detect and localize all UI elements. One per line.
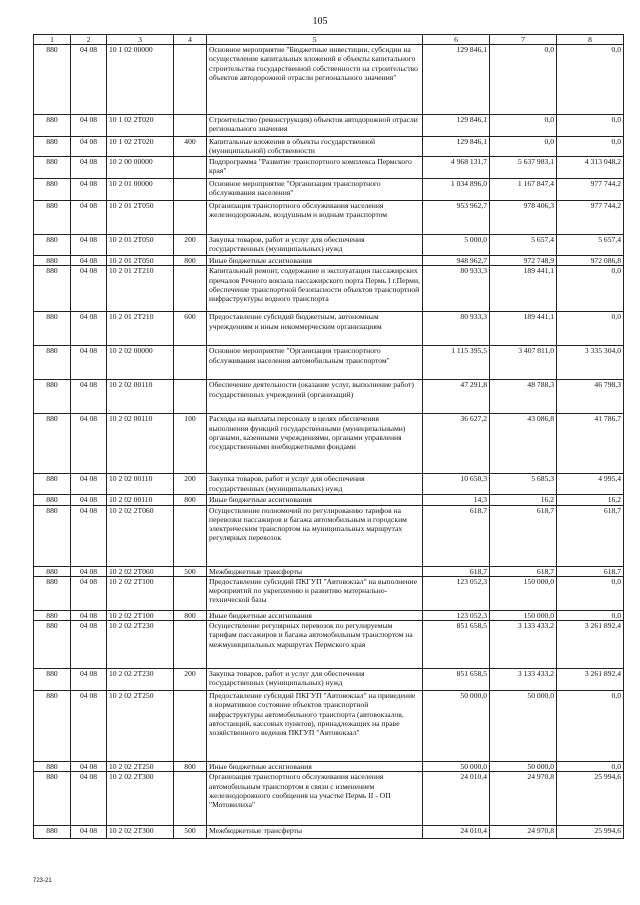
grbs-code: 880	[34, 576, 71, 610]
section-code: 04 08	[71, 266, 107, 312]
target-article-code: 10 2 02 2Т300	[107, 826, 174, 839]
target-article-code: 10 2 02 00110	[107, 414, 174, 474]
target-article-code: 10 2 02 2Т060	[107, 505, 174, 566]
amount-year-3: 0,0	[557, 137, 624, 157]
document-code: 723-21	[33, 878, 52, 884]
amount-year-2: 24 970,8	[490, 772, 557, 826]
column-header: 8	[557, 35, 624, 45]
item-name: Предоставление субсидий ПКГУП "Автовокзал" на выполнение мероприятий по укреплению и развитию материально-технической базы	[207, 576, 423, 610]
amount-year-1: 123 052,3	[423, 576, 490, 610]
amount-year-2: 0,0	[490, 115, 557, 137]
section-code: 04 08	[71, 312, 107, 346]
amount-year-2: 5 637 983,1	[490, 157, 557, 179]
column-header: 2	[71, 35, 107, 45]
amount-year-3: 0,0	[557, 45, 624, 115]
section-code: 04 08	[71, 576, 107, 610]
expense-type-code	[174, 179, 207, 201]
section-code: 04 08	[71, 610, 107, 620]
expense-type-code	[174, 505, 207, 566]
section-code: 04 08	[71, 566, 107, 576]
amount-year-2: 16,2	[490, 495, 557, 505]
table-row	[34, 380, 624, 414]
amount-year-2: 189 441,1	[490, 312, 557, 346]
item-name: Организация транспортного обслуживания населения автомобильным транспортом в связи с изменением железнодорожного сообщения на участке Пермь II - ОП "Мотовилиха"	[207, 772, 423, 826]
grbs-code: 880	[34, 669, 71, 691]
grbs-code: 880	[34, 137, 71, 157]
amount-year-3: 16,2	[557, 495, 624, 505]
table-row	[34, 266, 624, 312]
table-row	[34, 610, 624, 620]
grbs-code: 880	[34, 505, 71, 566]
table-row	[34, 235, 624, 256]
amount-year-3: 25 994,6	[557, 772, 624, 826]
amount-year-2: 0,0	[490, 45, 557, 115]
amount-year-3: 46 798,3	[557, 380, 624, 414]
item-name: Расходы на выплаты персоналу в целях обеспечения выполнения функций государственными (муниципальными) органами, казенными учреждениями, органами управления государственными внебюджетными фондами	[207, 414, 423, 474]
item-name: Иные бюджетные ассигнования	[207, 256, 423, 266]
table-header-row	[34, 35, 624, 45]
amount-year-3: 618,7	[557, 566, 624, 576]
expense-type-code: 500	[174, 826, 207, 839]
amount-year-1: 851 658,5	[423, 669, 490, 691]
amount-year-1: 129 846,1	[423, 45, 490, 115]
amount-year-3: 5 657,4	[557, 235, 624, 256]
grbs-code: 880	[34, 495, 71, 505]
table-row	[34, 312, 624, 346]
grbs-code: 880	[34, 312, 71, 346]
item-name: Предоставление субсидий ПКГУП "Автовокзал" на приведение в нормативное состояние объектов транспортной инфраструктуры автомобильного транспорта (автовокзалов, автостанций, кассовых пунктов), принадлежащих на праве хозяйственного ведения ПКГУП "Автовокзал"	[207, 691, 423, 762]
amount-year-3: 0,0	[557, 266, 624, 312]
target-article-code: 10 2 01 2Т210	[107, 266, 174, 312]
grbs-code: 880	[34, 826, 71, 839]
item-name: Закупка товаров, работ и услуг для обеспечения государственных (муниципальных) нужд	[207, 669, 423, 691]
section-code: 04 08	[71, 346, 107, 380]
table-row	[34, 691, 624, 762]
item-name: Иные бюджетные ассигнования	[207, 495, 423, 505]
table-row	[34, 772, 624, 826]
amount-year-1: 1 115 395,5	[423, 346, 490, 380]
target-article-code: 10 2 01 2Т050	[107, 201, 174, 235]
expense-type-code	[174, 576, 207, 610]
grbs-code: 880	[34, 201, 71, 235]
amount-year-1: 5 000,0	[423, 235, 490, 256]
table-row	[34, 566, 624, 576]
table-row	[34, 576, 624, 610]
amount-year-2: 972 748,9	[490, 256, 557, 266]
amount-year-3: 4 995,4	[557, 474, 624, 495]
expense-type-code: 200	[174, 474, 207, 495]
target-article-code: 10 2 02 00110	[107, 380, 174, 414]
table-row	[34, 621, 624, 669]
grbs-code: 880	[34, 380, 71, 414]
amount-year-1: 618,7	[423, 566, 490, 576]
grbs-code: 880	[34, 346, 71, 380]
budget-table	[33, 34, 624, 839]
amount-year-2: 48 788,3	[490, 380, 557, 414]
amount-year-1: 10 650,3	[423, 474, 490, 495]
item-name: Подпрограмма "Развитие транспортного комплекса Пермского края"	[207, 157, 423, 179]
item-name: Иные бюджетные ассигнования	[207, 610, 423, 620]
target-article-code: 10 2 01 2Т050	[107, 256, 174, 266]
item-name: Межбюджетные трансферты	[207, 826, 423, 839]
amount-year-2: 150 000,0	[490, 576, 557, 610]
item-name: Закупка товаров, работ и услуг для обеспечения государственных (муниципальных) нужд	[207, 474, 423, 495]
amount-year-2: 0,0	[490, 137, 557, 157]
amount-year-3: 977 744,2	[557, 179, 624, 201]
table-row	[34, 115, 624, 137]
target-article-code: 10 2 02 2Т100	[107, 610, 174, 620]
expense-type-code: 100	[174, 414, 207, 474]
item-name: Основное мероприятие "Организация транспортного обслуживания населения"	[207, 179, 423, 201]
amount-year-3: 25 994,6	[557, 826, 624, 839]
target-article-code: 10 2 02 2Т230	[107, 669, 174, 691]
target-article-code: 10 2 00 00000	[107, 157, 174, 179]
expense-type-code	[174, 772, 207, 826]
column-header: 3	[107, 35, 174, 45]
amount-year-2: 618,7	[490, 566, 557, 576]
section-code: 04 08	[71, 505, 107, 566]
amount-year-1: 80 933,3	[423, 312, 490, 346]
item-name: Осуществление полномочий по регулированию тарифов на перевозки пассажиров и багажа автомобильным и городским электрическим транспортом на муниципальных маршрутах регулярных перевозок	[207, 505, 423, 566]
item-name: Организация транспортного обслуживания населения железнодорожным, воздушным и водным транспортом	[207, 201, 423, 235]
grbs-code: 880	[34, 115, 71, 137]
section-code: 04 08	[71, 414, 107, 474]
grbs-code: 880	[34, 474, 71, 495]
table-row	[34, 505, 624, 566]
item-name: Иные бюджетные ассигнования	[207, 762, 423, 772]
expense-type-code	[174, 115, 207, 137]
amount-year-3: 972 086,8	[557, 256, 624, 266]
amount-year-1: 123 052,3	[423, 610, 490, 620]
amount-year-1: 36 627,2	[423, 414, 490, 474]
expense-type-code: 800	[174, 762, 207, 772]
amount-year-2: 5 685,3	[490, 474, 557, 495]
column-header: 6	[423, 35, 490, 45]
section-code: 04 08	[71, 474, 107, 495]
target-article-code: 10 2 02 00110	[107, 495, 174, 505]
amount-year-2: 189 441,1	[490, 266, 557, 312]
column-header: 4	[174, 35, 207, 45]
expense-type-code: 500	[174, 566, 207, 576]
table-row	[34, 826, 624, 839]
section-code: 04 08	[71, 691, 107, 762]
item-name: Капитальные вложения в объекты государственной (муниципальной) собственности	[207, 137, 423, 157]
section-code: 04 08	[71, 201, 107, 235]
column-header: 7	[490, 35, 557, 45]
grbs-code: 880	[34, 691, 71, 762]
item-name: Закупка товаров, работ и услуг для обеспечения государственных (муниципальных) нужд	[207, 235, 423, 256]
amount-year-2: 150 000,0	[490, 610, 557, 620]
grbs-code: 880	[34, 235, 71, 256]
amount-year-1: 1 034 896,0	[423, 179, 490, 201]
grbs-code: 880	[34, 566, 71, 576]
amount-year-3: 3 261 892,4	[557, 669, 624, 691]
amount-year-3: 618,7	[557, 505, 624, 566]
grbs-code: 880	[34, 266, 71, 312]
amount-year-3: 0,0	[557, 610, 624, 620]
target-article-code: 10 1 02 2Т020	[107, 137, 174, 157]
amount-year-3: 0,0	[557, 115, 624, 137]
amount-year-3: 0,0	[557, 312, 624, 346]
expense-type-code: 200	[174, 235, 207, 256]
section-code: 04 08	[71, 380, 107, 414]
section-code: 04 08	[71, 45, 107, 115]
section-code: 04 08	[71, 762, 107, 772]
item-name: Осуществление регулярных перевозок по регулируемым тарифам пассажиров и багажа автомобильным транспортом на межмуниципальных маршрутах Пермского края	[207, 621, 423, 669]
section-code: 04 08	[71, 115, 107, 137]
amount-year-2: 3 407 811,0	[490, 346, 557, 380]
item-name: Межбюджетные трансферты	[207, 566, 423, 576]
page-number: 105	[312, 16, 328, 27]
table-row	[34, 45, 624, 115]
amount-year-3: 0,0	[557, 762, 624, 772]
section-code: 04 08	[71, 495, 107, 505]
expense-type-code	[174, 346, 207, 380]
item-name: Капитальный ремонт, содержание и эксплуатация пассажирских причалов Речного вокзала пассажирского порта Пермь I г.Перми, обеспечение транспортной безопасности объектов транспортной инфраструктуры водного транспорта	[207, 266, 423, 312]
section-code: 04 08	[71, 256, 107, 266]
expense-type-code	[174, 201, 207, 235]
section-code: 04 08	[71, 235, 107, 256]
item-name: Обеспечение деятельности (оказание услуг, выполнение работ) государственных учреждений (организаций)	[207, 380, 423, 414]
amount-year-1: 129 846,1	[423, 137, 490, 157]
section-code: 04 08	[71, 669, 107, 691]
target-article-code: 10 2 02 2Т300	[107, 772, 174, 826]
amount-year-2: 43 086,8	[490, 414, 557, 474]
table-row	[34, 414, 624, 474]
expense-type-code	[174, 691, 207, 762]
target-article-code: 10 2 02 2Т250	[107, 691, 174, 762]
target-article-code: 10 2 02 2Т060	[107, 566, 174, 576]
amount-year-2: 24 970,8	[490, 826, 557, 839]
grbs-code: 880	[34, 414, 71, 474]
target-article-code: 10 2 02 2Т230	[107, 621, 174, 669]
column-header: 5	[207, 35, 423, 45]
grbs-code: 880	[34, 772, 71, 826]
amount-year-1: 24 010,4	[423, 826, 490, 839]
column-header: 1	[34, 35, 71, 45]
target-article-code: 10 2 01 00000	[107, 179, 174, 201]
amount-year-1: 50 000,0	[423, 691, 490, 762]
section-code: 04 08	[71, 621, 107, 669]
table-row	[34, 201, 624, 235]
amount-year-2: 3 133 433,2	[490, 669, 557, 691]
table-row	[34, 346, 624, 380]
amount-year-1: 618,7	[423, 505, 490, 566]
amount-year-2: 1 167 847,4	[490, 179, 557, 201]
grbs-code: 880	[34, 179, 71, 201]
target-article-code: 10 2 02 2Т100	[107, 576, 174, 610]
amount-year-3: 3 261 892,4	[557, 621, 624, 669]
amount-year-3: 0,0	[557, 576, 624, 610]
expense-type-code	[174, 621, 207, 669]
table-row	[34, 157, 624, 179]
amount-year-1: 953 962,7	[423, 201, 490, 235]
amount-year-1: 14,3	[423, 495, 490, 505]
table-row	[34, 137, 624, 157]
item-name: Предоставление субсидий бюджетным, автономным учреждениям и иным некоммерческим организациям	[207, 312, 423, 346]
section-code: 04 08	[71, 137, 107, 157]
amount-year-1: 80 933,3	[423, 266, 490, 312]
grbs-code: 880	[34, 610, 71, 620]
target-article-code: 10 2 01 2Т050	[107, 235, 174, 256]
expense-type-code: 800	[174, 610, 207, 620]
item-name: Строительство (реконструкция) объектов автодорожной отрасли регионального значения	[207, 115, 423, 137]
grbs-code: 880	[34, 256, 71, 266]
target-article-code: 10 2 02 00110	[107, 474, 174, 495]
target-article-code: 10 2 01 2Т210	[107, 312, 174, 346]
amount-year-2: 50 000,0	[490, 691, 557, 762]
amount-year-3: 3 335 304,0	[557, 346, 624, 380]
amount-year-2: 50 000,0	[490, 762, 557, 772]
amount-year-1: 50 000,0	[423, 762, 490, 772]
table-row	[34, 495, 624, 505]
section-code: 04 08	[71, 772, 107, 826]
target-article-code: 10 1 02 00000	[107, 45, 174, 115]
target-article-code: 10 1 02 2Т020	[107, 115, 174, 137]
amount-year-3: 977 744,2	[557, 201, 624, 235]
grbs-code: 880	[34, 762, 71, 772]
amount-year-1: 4 968 131,7	[423, 157, 490, 179]
amount-year-1: 129 846,1	[423, 115, 490, 137]
expense-type-code: 600	[174, 312, 207, 346]
amount-year-2: 978 406,3	[490, 201, 557, 235]
amount-year-2: 618,7	[490, 505, 557, 566]
section-code: 04 08	[71, 179, 107, 201]
expense-type-code: 400	[174, 137, 207, 157]
grbs-code: 880	[34, 621, 71, 669]
item-name: Основное мероприятие "Бюджетные инвестиции, субсидии на осуществление капитальных вложений в объекты капитального строительства государственной собственности на строительство объектов автодорожной отрасли регионального значения"	[207, 45, 423, 115]
table-row	[34, 179, 624, 201]
amount-year-1: 851 658,5	[423, 621, 490, 669]
grbs-code: 880	[34, 157, 71, 179]
target-article-code: 10 2 02 2Т250	[107, 762, 174, 772]
expense-type-code	[174, 45, 207, 115]
expense-type-code: 200	[174, 669, 207, 691]
section-code: 04 08	[71, 826, 107, 839]
amount-year-1: 47 291,8	[423, 380, 490, 414]
expense-type-code	[174, 380, 207, 414]
table-row	[34, 474, 624, 495]
amount-year-3: 4 313 048,2	[557, 157, 624, 179]
amount-year-3: 0,0	[557, 691, 624, 762]
amount-year-1: 24 010,4	[423, 772, 490, 826]
table-row	[34, 762, 624, 772]
table-row	[34, 669, 624, 691]
amount-year-2: 5 657,4	[490, 235, 557, 256]
item-name: Основное мероприятие "Организация транспортного обслуживания населения автомобильным транспортом"	[207, 346, 423, 380]
target-article-code: 10 2 02 00000	[107, 346, 174, 380]
expense-type-code	[174, 157, 207, 179]
table-row	[34, 256, 624, 266]
grbs-code: 880	[34, 45, 71, 115]
expense-type-code: 800	[174, 256, 207, 266]
amount-year-2: 3 133 433,2	[490, 621, 557, 669]
expense-type-code: 800	[174, 495, 207, 505]
amount-year-1: 948 962,7	[423, 256, 490, 266]
expense-type-code	[174, 266, 207, 312]
amount-year-3: 41 786,7	[557, 414, 624, 474]
section-code: 04 08	[71, 157, 107, 179]
